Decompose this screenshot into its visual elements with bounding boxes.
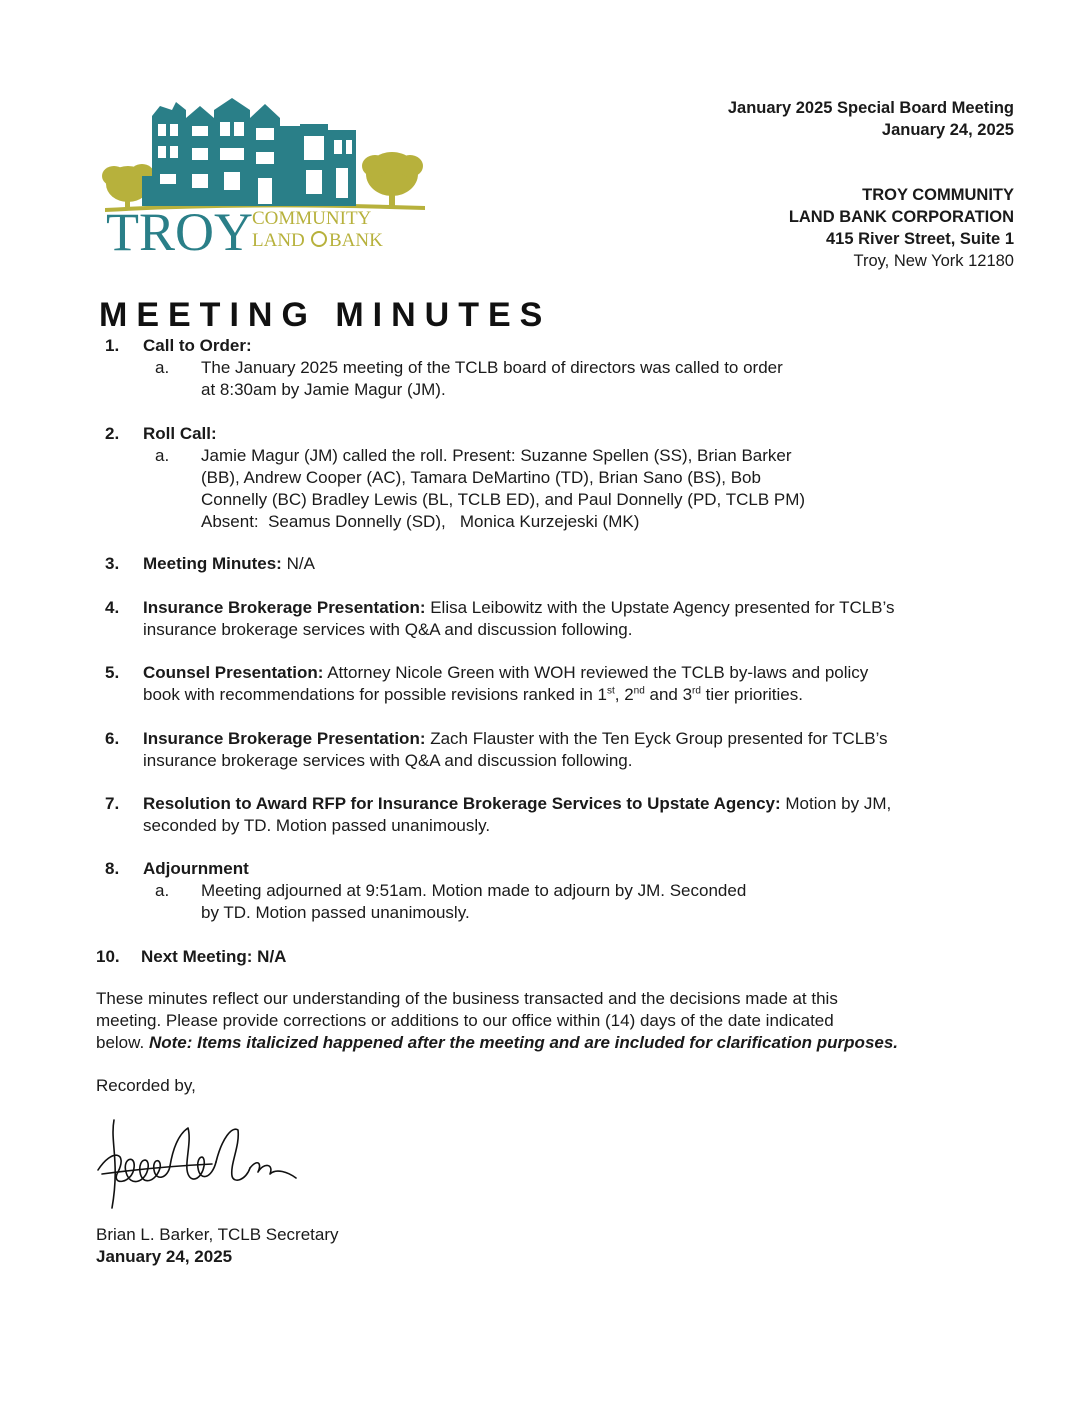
troy-community-land-bank-logo bbox=[100, 96, 430, 256]
superscript: st bbox=[606, 685, 615, 697]
item-label: Adjournment bbox=[143, 859, 249, 878]
closing-note: Note: Items italicized happened after the meeting and are included for clarification purposes. bbox=[148, 1033, 899, 1052]
item-text: insurance brokerage services with Q&A and discussion following. bbox=[143, 620, 633, 639]
org-name-line2: LAND BANK CORPORATION bbox=[788, 208, 1014, 226]
item-text: book with recommendations for possible revisions ranked in 1 bbox=[143, 685, 607, 704]
item-number: 5. bbox=[105, 663, 120, 682]
item-number: 2. bbox=[105, 424, 120, 443]
org-address-line2: Troy, New York 12180 bbox=[853, 252, 1014, 270]
svg-text:BANK: BANK bbox=[329, 230, 383, 251]
item-text: Elisa Leibowitz with the Upstate Agency presented for TCLB’s bbox=[425, 598, 895, 617]
org-name-line1: TROY COMMUNITY bbox=[862, 186, 1014, 204]
meeting-date: January 24, 2025 bbox=[881, 121, 1014, 139]
sub-text-line: (BB), Andrew Cooper (AC), Tamara DeMartino (TD), Brian Sano (BS), Bob bbox=[201, 468, 761, 487]
sub-text-line: Absent: Seamus Donnelly (SD), Monica Kurzejeski (MK) bbox=[201, 512, 640, 531]
item-text: Motion by JM, bbox=[780, 794, 892, 813]
sub-text-line: The January 2025 meeting of the TCLB board of directors was called to order bbox=[201, 358, 783, 377]
svg-text:LAND: LAND bbox=[252, 230, 305, 251]
signer-date: January 24, 2025 bbox=[96, 1247, 233, 1266]
closing-paragraph bbox=[96, 988, 976, 1054]
item-number: 10. bbox=[96, 947, 120, 966]
item-number: 7. bbox=[105, 794, 120, 813]
item-label: Roll Call: bbox=[143, 424, 217, 443]
item-number: 6. bbox=[105, 729, 120, 748]
meeting-name: January 2025 Special Board Meeting bbox=[727, 99, 1014, 117]
item-text: Zach Flauster with the Ten Eyck Group presented for TCLB’s bbox=[425, 729, 888, 748]
sub-text-line: Jamie Magur (JM) called the roll. Present: Suzanne Spellen (SS), Brian Barker bbox=[201, 446, 792, 465]
header-block bbox=[728, 97, 1014, 272]
item-text: , 2 bbox=[614, 685, 634, 704]
item-text: Attorney Nicole Green with WOH reviewed the TCLB by-laws and policy bbox=[323, 663, 869, 682]
item-number: 3. bbox=[105, 554, 120, 573]
sub-letter: a. bbox=[155, 881, 170, 900]
item-label: Resolution to Award RFP for Insurance Brokerage Services to Upstate Agency: bbox=[143, 794, 781, 813]
signer-block bbox=[96, 1224, 339, 1268]
item-label: Counsel Presentation: bbox=[143, 663, 324, 682]
item-number: 8. bbox=[105, 859, 120, 878]
org-address-line1: 415 River Street, Suite 1 bbox=[825, 230, 1014, 248]
sub-text-line: Meeting adjourned at 9:51am. Motion made to adjourn by JM. Seconded bbox=[201, 881, 747, 900]
recorded-by-label: Recorded by, bbox=[96, 1076, 196, 1095]
sub-text-line: by TD. Motion passed unanimously. bbox=[201, 903, 470, 922]
item-label: Call to Order: bbox=[143, 336, 252, 355]
closing-line: These minutes reflect our understanding of the business transacted and the decisions made at this bbox=[96, 989, 838, 1008]
closing-line: below. bbox=[96, 1033, 149, 1052]
sub-text-line: at 8:30am by Jamie Magur (JM). bbox=[201, 380, 446, 399]
item-text: N/A bbox=[281, 554, 315, 573]
closing-line: meeting. Please provide corrections or additions to our office within (14) days of the date indicated bbox=[96, 1011, 834, 1030]
svg-text:TROY: TROY bbox=[106, 202, 253, 256]
svg-text:COMMUNITY: COMMUNITY bbox=[252, 208, 372, 229]
item-label: Insurance Brokerage Presentation: bbox=[143, 598, 426, 617]
page-title: MEETING MINUTES bbox=[99, 296, 552, 334]
sub-text-line: Connelly (BC) Bradley Lewis (BL, TCLB ED), and Paul Donnelly (PD, TCLB PM) bbox=[201, 490, 806, 509]
handwritten-signature bbox=[92, 1112, 302, 1224]
sub-letter: a. bbox=[155, 446, 170, 465]
item-text: and 3 bbox=[644, 685, 693, 704]
item-number: 4. bbox=[105, 598, 120, 617]
item-label: Insurance Brokerage Presentation: bbox=[143, 729, 426, 748]
item-label: Next Meeting: N/A bbox=[141, 947, 287, 966]
item-text: tier priorities. bbox=[700, 685, 803, 704]
superscript: rd bbox=[692, 685, 701, 697]
item-text: insurance brokerage services with Q&A and discussion following. bbox=[143, 751, 633, 770]
sub-letter: a. bbox=[155, 358, 170, 377]
item-number: 1. bbox=[105, 336, 120, 355]
item-text: seconded by TD. Motion passed unanimously. bbox=[143, 816, 491, 835]
item-label: Meeting Minutes: bbox=[143, 554, 282, 573]
superscript: nd bbox=[633, 685, 645, 697]
signer-name: Brian L. Barker, TCLB Secretary bbox=[96, 1225, 339, 1244]
